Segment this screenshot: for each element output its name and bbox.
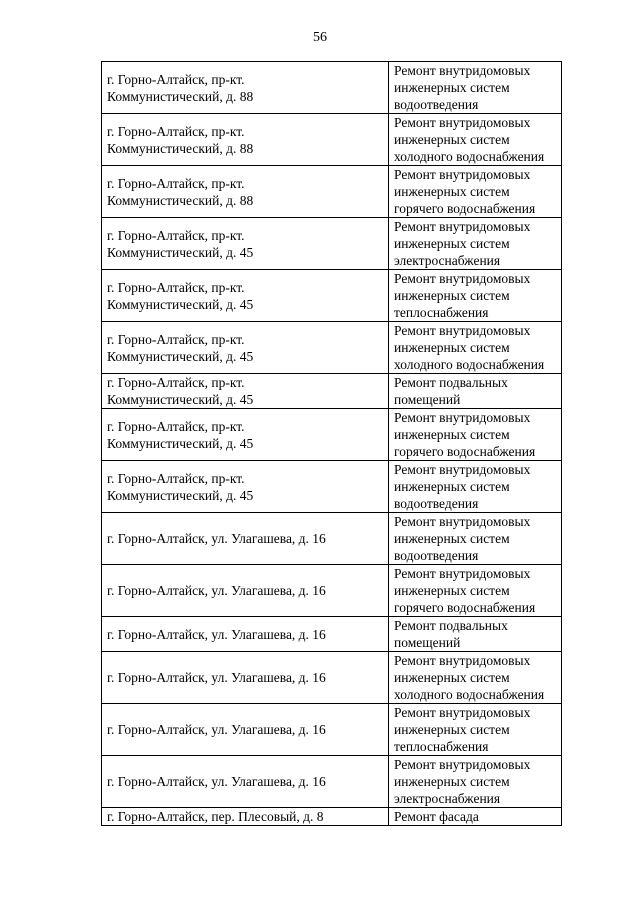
work-type-line: Ремонт внутридомовых — [394, 757, 531, 772]
address-cell: г. Горно-Алтайск, ул. Улагашева, д. 16 — [102, 513, 389, 565]
table-row — [102, 704, 562, 756]
address-cell: г. Горно-Алтайск, пр-кт. Коммунистический, д. 45 — [102, 461, 389, 513]
work-type-line: инженерных систем — [394, 236, 510, 251]
work-type-cell — [389, 704, 562, 756]
work-type-line: водоотведения — [394, 496, 479, 511]
work-type-line: электроснабжения — [394, 253, 501, 268]
work-type-cell — [389, 409, 562, 461]
address-cell: г. Горно-Алтайск, пр-кт. Коммунистический, д. 88 — [102, 62, 389, 114]
table-row — [102, 270, 562, 322]
work-type-cell — [389, 617, 562, 652]
work-type-cell — [389, 322, 562, 374]
address-cell: г. Горно-Алтайск, пр-кт. Коммунистический, д. 45 — [102, 374, 389, 409]
work-type-line: Ремонт внутридомовых — [394, 705, 531, 720]
work-type-line: горячего водоснабжения — [394, 600, 536, 615]
work-type-line: инженерных систем — [394, 774, 510, 789]
work-type-line: Ремонт внутридомовых — [394, 115, 531, 130]
table-row — [102, 617, 562, 652]
work-type-line: инженерных систем — [394, 80, 510, 95]
address-cell: г. Горно-Алтайск, пр-кт. Коммунистический, д. 45 — [102, 270, 389, 322]
work-type-line: Ремонт внутридомовых — [394, 323, 531, 338]
work-type-line: Ремонт внутридомовых — [394, 63, 531, 78]
work-type-cell — [389, 62, 562, 114]
address-cell: г. Горно-Алтайск, пр-кт. Коммунистический, д. 45 — [102, 322, 389, 374]
work-type-line: горячего водоснабжения — [394, 444, 536, 459]
work-type-line: инженерных систем — [394, 184, 510, 199]
work-type-line: холодного водоснабжения — [394, 687, 545, 702]
address-cell: г. Горно-Алтайск, ул. Улагашева, д. 16 — [102, 565, 389, 617]
work-type-line: Ремонт внутридомовых — [394, 566, 531, 581]
work-type-line: горячего водоснабжения — [394, 201, 536, 216]
table-row — [102, 374, 562, 409]
work-type-line: Ремонт подвальных — [394, 618, 508, 633]
page-number: 56 — [313, 30, 327, 45]
work-type-line: помещений — [394, 392, 461, 407]
table-row — [102, 322, 562, 374]
address-cell: г. Горно-Алтайск, ул. Улагашева, д. 16 — [102, 756, 389, 808]
table-row — [102, 652, 562, 704]
repair-works-table-body — [102, 62, 562, 826]
work-type-line: Ремонт фасада — [394, 809, 479, 824]
work-type-line: инженерных систем — [394, 531, 510, 546]
work-type-line: Ремонт внутридомовых — [394, 271, 531, 286]
work-type-line: водоотведения — [394, 97, 479, 112]
work-type-line: инженерных систем — [394, 288, 510, 303]
work-type-line: электроснабжения — [394, 791, 501, 806]
work-type-line: инженерных систем — [394, 132, 510, 147]
table-row — [102, 808, 562, 826]
work-type-line: инженерных систем — [394, 479, 510, 494]
address-cell: г. Горно-Алтайск, ул. Улагашева, д. 16 — [102, 617, 389, 652]
work-type-cell — [389, 166, 562, 218]
table-row — [102, 409, 562, 461]
work-type-cell — [389, 218, 562, 270]
work-type-cell — [389, 114, 562, 166]
table-row — [102, 62, 562, 114]
table-row — [102, 565, 562, 617]
table-row — [102, 461, 562, 513]
address-cell: г. Горно-Алтайск, ул. Улагашева, д. 16 — [102, 652, 389, 704]
work-type-line: Ремонт подвальных — [394, 375, 508, 390]
address-cell: г. Горно-Алтайск, пр-кт. Коммунистический, д. 88 — [102, 166, 389, 218]
address-cell: г. Горно-Алтайск, пр-кт. Коммунистический, д. 45 — [102, 218, 389, 270]
work-type-cell — [389, 270, 562, 322]
work-type-line: Ремонт внутридомовых — [394, 410, 531, 425]
work-type-cell — [389, 461, 562, 513]
work-type-line: холодного водоснабжения — [394, 357, 545, 372]
work-type-line: Ремонт внутридомовых — [394, 219, 531, 234]
work-type-cell — [389, 808, 562, 826]
work-type-line: теплоснабжения — [394, 305, 489, 320]
table-row — [102, 513, 562, 565]
address-cell: г. Горно-Алтайск, пер. Плесовый, д. 8 — [102, 808, 389, 826]
work-type-line: холодного водоснабжения — [394, 149, 545, 164]
work-type-line: инженерных систем — [394, 670, 510, 685]
work-type-line: Ремонт внутридомовых — [394, 653, 531, 668]
address-cell: г. Горно-Алтайск, пр-кт. Коммунистический, д. 88 — [102, 114, 389, 166]
work-type-cell — [389, 513, 562, 565]
table-row — [102, 218, 562, 270]
work-type-line: инженерных систем — [394, 427, 510, 442]
work-type-line: теплоснабжения — [394, 739, 489, 754]
table-row — [102, 756, 562, 808]
work-type-cell — [389, 652, 562, 704]
work-type-line: Ремонт внутридомовых — [394, 167, 531, 182]
work-type-line: водоотведения — [394, 548, 479, 563]
address-cell: г. Горно-Алтайск, ул. Улагашева, д. 16 — [102, 704, 389, 756]
work-type-cell — [389, 756, 562, 808]
work-type-line: инженерных систем — [394, 722, 510, 737]
work-type-cell — [389, 565, 562, 617]
work-type-line: Ремонт внутридомовых — [394, 514, 531, 529]
work-type-cell — [389, 374, 562, 409]
work-type-line: инженерных систем — [394, 340, 510, 355]
work-type-line: инженерных систем — [394, 583, 510, 598]
table-row — [102, 114, 562, 166]
work-type-line: помещений — [394, 635, 461, 650]
table-row — [102, 166, 562, 218]
address-cell: г. Горно-Алтайск, пр-кт. Коммунистический, д. 45 — [102, 409, 389, 461]
work-type-line: Ремонт внутридомовых — [394, 462, 531, 477]
repair-works-table — [101, 61, 562, 826]
